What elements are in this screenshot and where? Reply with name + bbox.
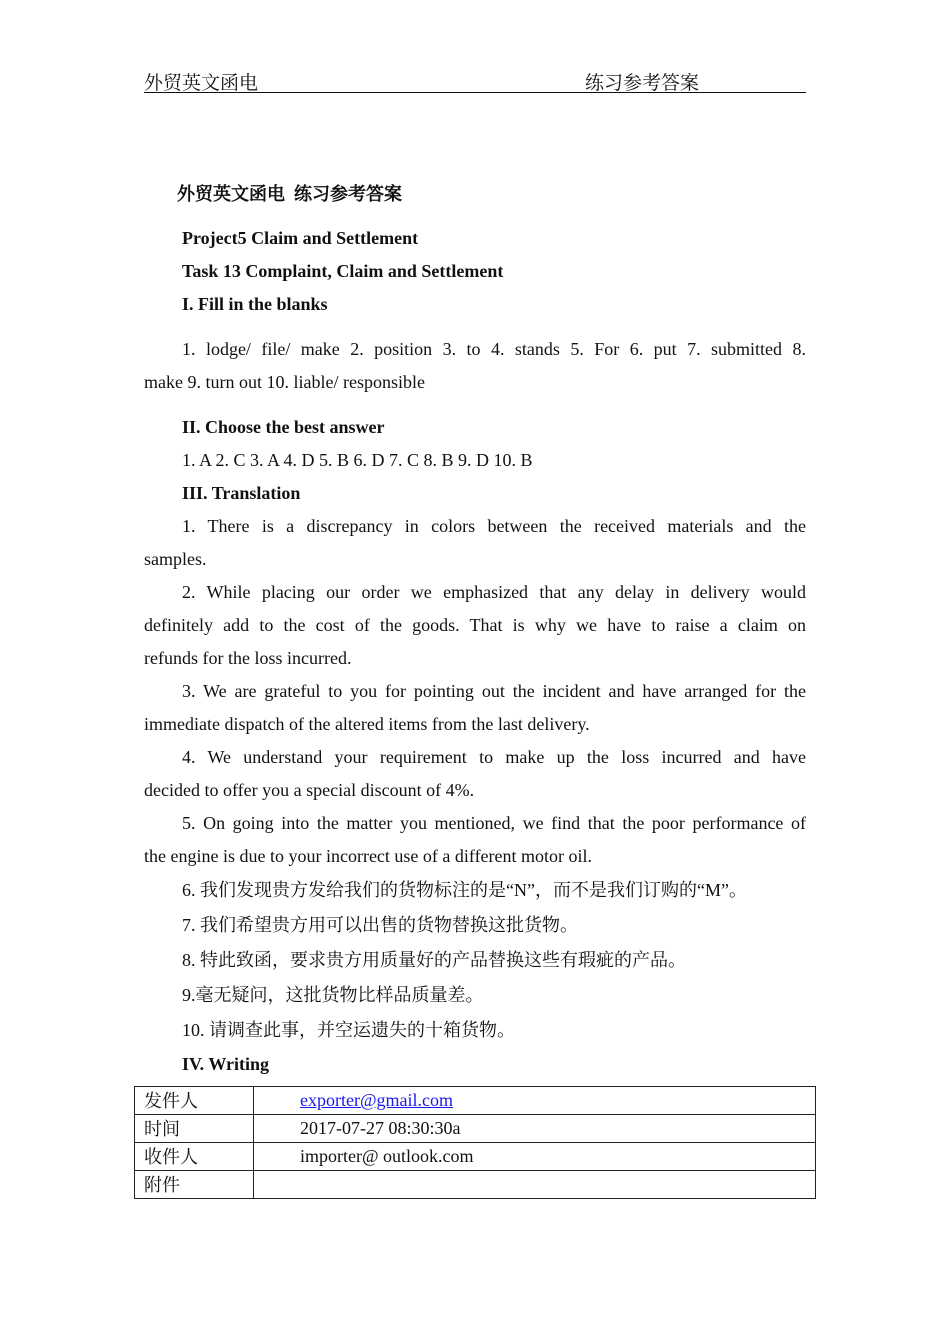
sender-email-link[interactable]: exporter@gmail.com — [300, 1090, 454, 1110]
recipient-value: importer@ outlook.com — [254, 1143, 816, 1171]
translation-4-line1: 4. We understand your requirement to make up the loss incurred and have — [182, 747, 806, 767]
translation-6: 6. 我们发现贵方发给我们的货物标注的是“N”，而不是我们订购的“M”。 — [182, 880, 747, 900]
project-heading: Project5 Claim and Settlement — [182, 228, 419, 248]
section3-heading: III. Translation — [182, 483, 301, 503]
translation-3-line2: immediate dispatch of the altered items from the last delivery. — [144, 714, 590, 734]
table-row — [135, 1087, 816, 1115]
sender-value — [254, 1087, 816, 1115]
section1-answers-line1: 1. lodge/ file/ make 2. position 3. to 4. stands 5. For 6. put 7. submitted 8. — [182, 339, 806, 359]
translation-8: 8. 特此致函，要求贵方用质量好的产品替换这些有瑕疵的产品。 — [182, 950, 686, 970]
section1-heading: I. Fill in the blanks — [182, 294, 328, 314]
translation-10: 10. 请调查此事，并空运遗失的十箱货物。 — [182, 1020, 515, 1040]
header-left-title: 外贸英文函电 — [144, 73, 259, 94]
translation-1-line2: samples. — [144, 549, 207, 569]
section1-answers-line2: make 9. turn out 10. liable/ responsible — [144, 372, 425, 392]
translation-4-line2: decided to offer you a special discount of 4%. — [144, 780, 475, 800]
table-row — [135, 1115, 816, 1143]
attachment-label: 附件 — [135, 1171, 254, 1199]
translation-5-line2: the engine is due to your incorrect use of a different motor oil. — [144, 846, 593, 866]
time-label: 时间 — [135, 1115, 254, 1143]
sender-label: 发件人 — [135, 1087, 254, 1115]
translation-1-line1: 1. There is a discrepancy in colors between the received materials and the — [182, 516, 806, 536]
translation-9: 9.毫无疑问，这批货物比样品质量差。 — [182, 985, 484, 1005]
attachment-value — [254, 1171, 816, 1199]
task-heading: Task 13 Complaint, Claim and Settlement — [182, 261, 504, 281]
table-row — [135, 1143, 816, 1171]
translation-2-line1: 2. While placing our order we emphasized that any delay in delivery would — [182, 582, 806, 602]
translation-3-line1: 3. We are grateful to you for pointing out the incident and have arranged for the — [182, 681, 806, 701]
header-right-title: 练习参考答案 — [585, 73, 700, 94]
translation-5-line1: 5. On going into the matter you mentioned, we find that the poor performance of — [182, 813, 806, 833]
section4-heading: IV. Writing — [182, 1054, 270, 1074]
translation-2-line3: refunds for the loss incurred. — [144, 648, 352, 668]
section2-answers: 1. A 2. C 3. A 4. D 5. B 6. D 7. C 8. B 9. D 10. B — [182, 450, 533, 470]
document-title: 外贸英文函电 练习参考答案 — [177, 184, 402, 204]
translation-2-line2: definitely add to the cost of the goods. That is why we have to raise a claim on — [144, 615, 806, 635]
page-header — [144, 66, 806, 93]
translation-7: 7. 我们希望贵方用可以出售的货物替换这批货物。 — [182, 915, 578, 935]
section2-heading: II. Choose the best answer — [182, 417, 385, 437]
table-row — [135, 1171, 816, 1199]
time-value: 2017-07-27 08:30:30a — [254, 1115, 816, 1143]
recipient-label: 收件人 — [135, 1143, 254, 1171]
email-header-table — [134, 1086, 816, 1199]
